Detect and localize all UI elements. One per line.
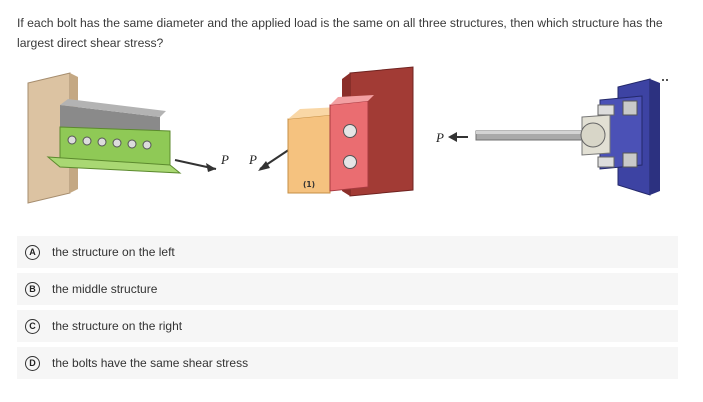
option-a-text: the structure on the left <box>52 245 175 259</box>
label-p-left: P <box>221 152 229 167</box>
option-letter-c: C <box>25 319 40 334</box>
middle-structure <box>248 67 413 196</box>
option-d-text: the bolts have the same shear stress <box>52 356 249 370</box>
option-letter-a: A <box>25 245 40 260</box>
label-1: (1) <box>303 180 316 189</box>
option-a[interactable] <box>17 236 678 268</box>
option-letter-d: D <box>25 356 40 371</box>
option-b[interactable] <box>17 273 678 305</box>
question-text: If each bolt has the same diameter and the applied load is the same on all three structures, then which structure has the largest direct shear stress? <box>17 16 663 50</box>
label-p-middle: P <box>249 152 257 167</box>
structures-figure <box>20 65 680 205</box>
option-letter-b: B <box>25 282 40 297</box>
option-c[interactable] <box>17 310 678 342</box>
left-structure <box>28 73 229 203</box>
option-c-text: the structure on the right <box>52 319 183 333</box>
answer-options <box>17 236 678 384</box>
right-structure <box>435 79 668 195</box>
option-d[interactable] <box>17 347 678 379</box>
option-b-text: the middle structure <box>52 282 158 296</box>
label-p-right: P <box>436 130 444 145</box>
